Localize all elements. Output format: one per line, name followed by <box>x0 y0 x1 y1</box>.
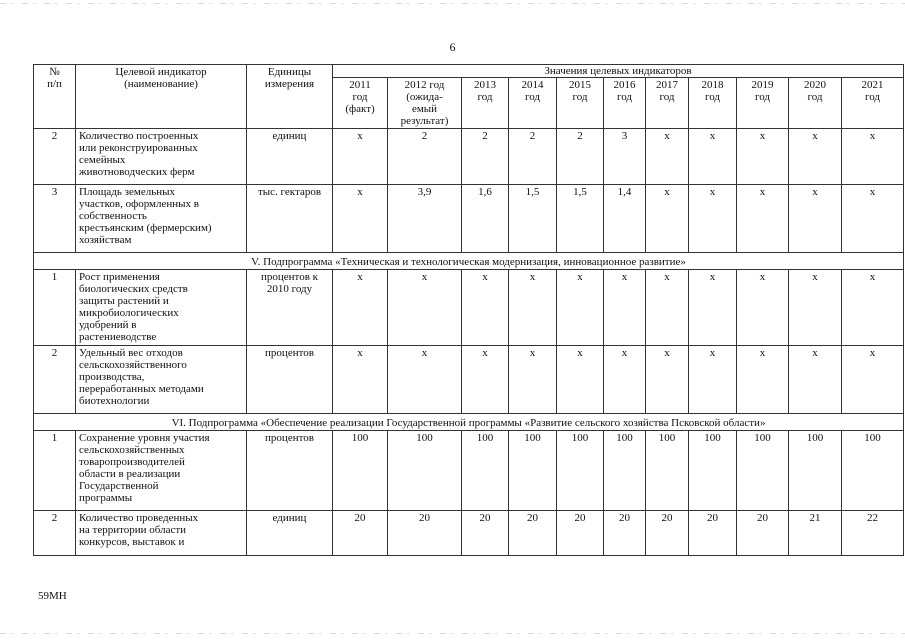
row-value: х <box>333 129 388 185</box>
row-indicator-name: Количество построенных или реконструированных семейных животноводческих ферм <box>76 129 247 185</box>
row-value: х <box>842 185 904 253</box>
row-num: 3 <box>34 185 76 253</box>
row-unit: единиц <box>247 129 333 185</box>
row-value: х <box>388 346 462 414</box>
header-year: 2021 год <box>842 78 904 129</box>
row-value: 20 <box>557 511 604 556</box>
row-indicator-name: Удельный вес отходов сельскохозяйственного производства, переработанных методами биотехнологии <box>76 346 247 414</box>
row-value: х <box>604 270 646 346</box>
row-value: 100 <box>604 431 646 511</box>
row-value: 20 <box>689 511 737 556</box>
row-value: х <box>604 346 646 414</box>
row-value: 2 <box>557 129 604 185</box>
table-row <box>34 431 904 511</box>
row-value: х <box>689 346 737 414</box>
row-indicator-name-cell <box>76 511 247 556</box>
row-value: 21 <box>789 511 842 556</box>
row-value: х <box>789 346 842 414</box>
header-year: 2011 год (факт) <box>333 78 388 129</box>
row-value: 100 <box>557 431 604 511</box>
row-value: х <box>842 346 904 414</box>
row-unit: процентов <box>247 431 333 511</box>
row-unit: процентов к 2010 году <box>247 270 333 346</box>
row-value: 100 <box>646 431 689 511</box>
row-indicator-name: Площадь земельных участков, оформленных в собственность крестьянским (фермерским) хозяйствам <box>76 185 247 253</box>
header-year: 2017 год <box>646 78 689 129</box>
row-value: х <box>842 270 904 346</box>
row-value: 100 <box>689 431 737 511</box>
section-title-row <box>34 414 904 431</box>
row-value: х <box>737 129 789 185</box>
header-row <box>34 65 904 78</box>
row-num: 1 <box>34 270 76 346</box>
header-year: 2020 год <box>789 78 842 129</box>
row-value: х <box>789 185 842 253</box>
row-value: 20 <box>509 511 557 556</box>
row-value: 1,5 <box>509 185 557 253</box>
row-value: х <box>737 346 789 414</box>
header-year: 2016 год <box>604 78 646 129</box>
row-value: х <box>388 270 462 346</box>
page-number: 6 <box>449 40 456 54</box>
row-value: 20 <box>462 511 509 556</box>
header-year: 2014 год <box>509 78 557 129</box>
row-value: 100 <box>789 431 842 511</box>
row-value: х <box>333 270 388 346</box>
section-title-row <box>34 253 904 270</box>
row-value: 1,4 <box>604 185 646 253</box>
row-value: х <box>737 270 789 346</box>
header-year: 2015 год <box>557 78 604 129</box>
row-value: 100 <box>509 431 557 511</box>
table-row <box>34 270 904 346</box>
table-row <box>34 129 904 185</box>
row-value: х <box>689 129 737 185</box>
row-value: х <box>689 185 737 253</box>
row-value: 100 <box>737 431 789 511</box>
row-value: х <box>646 270 689 346</box>
row-value: х <box>509 270 557 346</box>
row-value: 22 <box>842 511 904 556</box>
table-row <box>34 346 904 414</box>
section-6-title: VI. Подпрограмма «Обеспечение реализации Государственной программы «Развитие сельского хозяйства Псковской области» <box>34 414 904 431</box>
row-value: 2 <box>388 129 462 185</box>
row-num: 2 <box>34 346 76 414</box>
row-value: х <box>462 346 509 414</box>
row-value: 2 <box>509 129 557 185</box>
row-value: 20 <box>388 511 462 556</box>
header-num: № п/п <box>34 65 76 129</box>
header-units: Единицы измерения <box>247 65 333 129</box>
header-year: 2018 год <box>689 78 737 129</box>
row-value: х <box>462 270 509 346</box>
row-value: х <box>646 185 689 253</box>
row-value: х <box>789 129 842 185</box>
row-value: 3 <box>604 129 646 185</box>
table-row <box>34 511 904 556</box>
row-value: 20 <box>646 511 689 556</box>
header-indicator: Целевой индикатор (наименование) <box>76 65 247 129</box>
target-indicators-table <box>33 64 904 556</box>
header-year: 2013 год <box>462 78 509 129</box>
row-value: 100 <box>333 431 388 511</box>
row-value: х <box>557 270 604 346</box>
row-value: х <box>333 185 388 253</box>
row-num: 2 <box>34 129 76 185</box>
header-values-title: Значения целевых индикаторов <box>333 65 904 78</box>
footer-code: 59МН <box>38 590 67 602</box>
row-value: х <box>557 346 604 414</box>
row-value: х <box>333 346 388 414</box>
row-value: 100 <box>388 431 462 511</box>
row-value: 1,5 <box>557 185 604 253</box>
row-unit: процентов <box>247 346 333 414</box>
row-value: 2 <box>462 129 509 185</box>
row-value: х <box>509 346 557 414</box>
row-value: х <box>842 129 904 185</box>
row-indicator-name: Рост применения биологических средств защиты растений и микробиологических удобрений в растениеводстве <box>76 270 247 346</box>
row-value: х <box>737 185 789 253</box>
row-value: 3,9 <box>388 185 462 253</box>
scan-artifact-top <box>0 3 905 4</box>
header-year: 2019 год <box>737 78 789 129</box>
row-value: 1,6 <box>462 185 509 253</box>
scan-artifact-bottom <box>0 633 905 634</box>
table-row <box>34 185 904 253</box>
section-5-title: V. Подпрограмма «Техническая и технологическая модернизация, инновационное развитие» <box>34 253 904 270</box>
row-unit: единиц <box>247 511 333 556</box>
row-value: х <box>789 270 842 346</box>
header-year: 2012 год (ожида- емый результат) <box>388 78 462 129</box>
row-value: х <box>689 270 737 346</box>
row-unit: тыс. гектаров <box>247 185 333 253</box>
row-value: 20 <box>737 511 789 556</box>
row-value: х <box>646 129 689 185</box>
row-num: 1 <box>34 431 76 511</box>
row-indicator-name: Количество проведенных на территории области конкурсов, выставок и <box>79 512 199 548</box>
row-value: 20 <box>333 511 388 556</box>
row-value: 100 <box>842 431 904 511</box>
row-value: 20 <box>604 511 646 556</box>
row-value: 100 <box>462 431 509 511</box>
row-value: х <box>646 346 689 414</box>
row-indicator-name: Сохранение уровня участия сельскохозяйственных товаропроизводителей области в реализации Государственной программы <box>76 431 247 511</box>
row-num: 2 <box>34 511 76 556</box>
